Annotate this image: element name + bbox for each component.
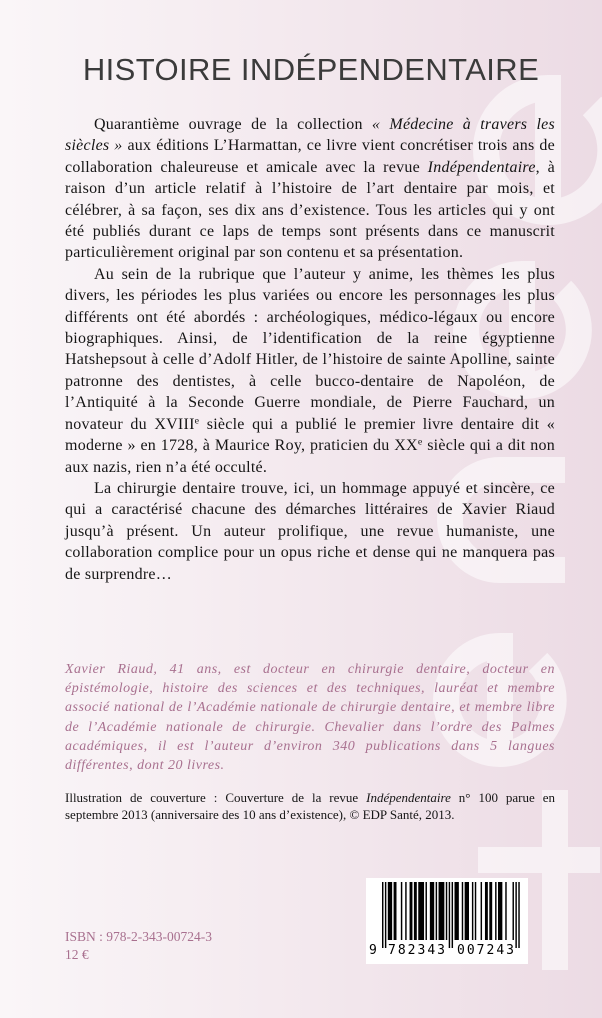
isbn-price-block [65, 928, 212, 964]
back-cover-blurb [65, 114, 555, 585]
barcode-guard-bar [385, 882, 386, 948]
barcode-bar [472, 882, 473, 940]
barcode-bar [513, 882, 514, 940]
barcode-bar [481, 882, 482, 940]
barcode-bar [446, 882, 447, 940]
century-superscript: e [194, 415, 200, 427]
barcode-right-digits: 007243 [457, 943, 514, 958]
journal-name: Indépendentaire [427, 158, 536, 176]
barcode-bar [394, 882, 397, 940]
blurb-text: , à raison d’un article relatif à l’histoire de l’art dentaire par mois, et célébrer, à sa façon, ses dix ans d’existence. Tous les articles qui y ont été publiés durant ce laps de temps sont présents dans ce manuscrit particulièrement original par son contenu et sa présentation. [65, 158, 555, 262]
blurb-text: aux éditions L’Harmattan, ce livre vient concrétiser trois ans de collaboration chaleureuse et amicale avec la revue [65, 137, 555, 176]
journal-name: Indépendentaire [366, 790, 451, 805]
barcode-bar [439, 882, 445, 940]
barcode-guard-bar [452, 882, 453, 948]
barcode-bar [436, 882, 437, 940]
barcode-bar [418, 882, 424, 940]
price-label: 12 € [65, 947, 89, 962]
barcode-guard-bar [518, 882, 519, 948]
barcode-bar [498, 882, 502, 940]
barcode-bar [485, 882, 488, 940]
barcode-bar [462, 882, 463, 940]
barcode-guard-bar [449, 882, 450, 948]
barcode-bar [475, 882, 476, 940]
author-bio: Xavier Riaud, 41 ans, est docteur en chirurgie dentaire, docteur en épistémologie, histoire des sciences et des techniques, lauréat et membre associé national de l’Académie nationale de chirurgie dentaire, et membre libre de l’Académie nationale de chirurgie. Chevalier dans l’ordre des Palmes académiques, il est l’auteur d’environ 340 publications dans 5 langues différentes, dont 20 livres. [65, 662, 555, 774]
barcode-left-digits: 782343 [388, 943, 445, 958]
cover-illustration-credit [65, 789, 555, 823]
century-superscript: e [417, 436, 423, 448]
ean-barcode [366, 878, 528, 964]
blurb-text: siècle qui a publié le premier livre dentaire dit « moderne » en 1728, à Maurice Roy, praticien du XX [65, 415, 555, 455]
barcode-guard-bar [515, 882, 516, 948]
collection-name: « Médecine à travers les siècles » [65, 116, 555, 155]
blurb-paragraph-1 [65, 114, 555, 264]
credit-text: n° 100 parue en septembre 2013 (anniversaire des 10 ans d’existence), © EDP Santé, 2013. [65, 790, 555, 822]
blurb-text: Quarantième ouvrage de la collection [94, 116, 372, 133]
barcode-bar [401, 882, 402, 940]
barcode-bar [455, 882, 459, 940]
barcode-bar [410, 882, 413, 940]
isbn-label: ISBN : 978-2-343-00724-3 [65, 929, 212, 944]
barcode-bar [414, 882, 417, 940]
barcode-bar [430, 882, 434, 940]
credit-text: Illustration de couverture : Couverture de la revue [65, 790, 367, 805]
blurb-paragraph-3: La chirurgie dentaire trouve, ici, un hommage appuyé et sincère, ce qui a caractérisé chacune des démarches littéraires de Xavier Riaud jusqu’à présent. Un auteur prolifique, une revue humaniste, une collaboration complice pour un opus riche et dense qui ne manquera pas de surprendre… [65, 479, 555, 583]
barcode-bar [489, 882, 492, 940]
barcode-bar [388, 882, 392, 940]
blurb-text: siècle qui a dit non aux nazis, rien n’a été occulté. [65, 437, 555, 476]
barcode-bar [465, 882, 469, 940]
barcode-bar [495, 882, 496, 940]
blurb-text: Au sein de la rubrique que l’auteur y anime, les thèmes les plus divers, les périodes les plus variées ou encore les personnages les plus différents ont été abordés : archéologiques, médico-légaux ou encore biographiques. Ainsi, de l’identification de la reine égyptienne Hatshepsout à celle d’Adolf Hitler, de l’histoire de sainte Apolline, sainte patronne des dentistes, à celle bucco-dentaire de Napoléon, de l’Antiquité à la Seconde Guerre mondiale, de Pierre Fauchard, un novateur du XVIII [65, 265, 555, 433]
barcode-bar [505, 882, 506, 940]
blurb-paragraph-2 [65, 264, 555, 478]
barcode-guard-bar [382, 882, 383, 948]
barcode-bar [405, 882, 406, 940]
book-title: HISTOIRE INDÉPENDENTAIRE [82, 52, 540, 87]
barcode-lead-digit: 9 [369, 943, 377, 958]
barcode-bar [426, 882, 427, 940]
